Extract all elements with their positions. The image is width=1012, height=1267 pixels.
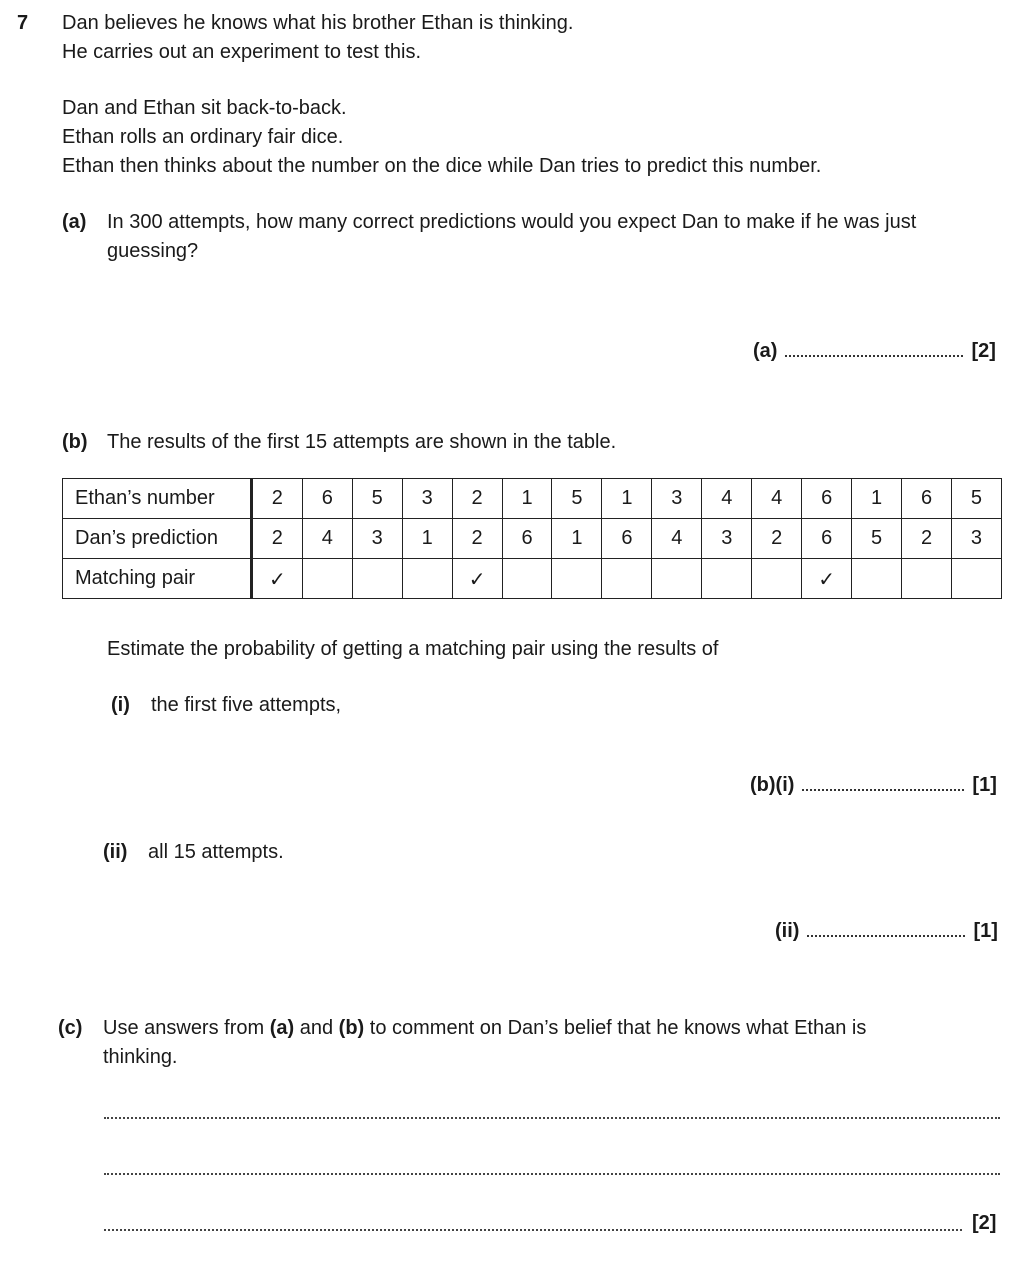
part-c-text-line-2: thinking. (103, 1046, 178, 1068)
row-header: Dan’s prediction (63, 519, 252, 559)
table-cell: 2 (902, 519, 952, 559)
writing-line-1[interactable] (104, 1117, 1000, 1119)
table-cell: 3 (702, 519, 752, 559)
table-cell: 4 (752, 479, 802, 519)
table-cell (302, 559, 352, 599)
table-cell: 1 (852, 479, 902, 519)
table-cell (352, 559, 402, 599)
table-cell: 1 (602, 479, 652, 519)
row-header: Ethan’s number (63, 479, 252, 519)
intro-line-1: Dan believes he knows what his brother Ethan is thinking. (62, 12, 574, 34)
check-icon: ✓ (802, 559, 852, 599)
part-b-ii-answer-label: (ii) (775, 920, 800, 942)
table-cell: 6 (802, 479, 852, 519)
intro-line-2: He carries out an experiment to test this. (62, 41, 422, 63)
table-cell: 2 (251, 519, 302, 559)
intro-line-4: Ethan rolls an ordinary fair dice. (62, 126, 344, 148)
table-cell: 3 (352, 519, 402, 559)
table-cell: 5 (552, 479, 602, 519)
table-cell: 2 (752, 519, 802, 559)
table-row-matching-pair (63, 559, 1002, 599)
estimate-text: Estimate the probability of getting a matching pair using the results of (107, 638, 719, 660)
table-cell (852, 559, 902, 599)
part-c-text-post: to comment on Dan’s belief that he knows what Ethan is (364, 1017, 867, 1039)
sub-i-text: the first five attempts, (151, 694, 342, 716)
table-cell: 1 (502, 479, 552, 519)
part-b-ii-marks: [1] (973, 920, 998, 942)
part-c-marks: [2] (972, 1212, 997, 1234)
part-a-label: (a) (62, 211, 87, 233)
part-b-ii-answer-field[interactable] (807, 921, 965, 937)
writing-line-3[interactable] (104, 1229, 962, 1231)
intro-line-5: Ethan then thinks about the number on the dice while Dan tries to predict this number. (62, 155, 822, 177)
part-b-label: (b) (62, 431, 88, 453)
sub-i-label: (i) (111, 694, 130, 716)
part-c-ref-b: (b) (338, 1017, 365, 1039)
table-cell: 6 (502, 519, 552, 559)
table-cell (602, 559, 652, 599)
part-b-i-answer-label: (b)(i) (750, 774, 795, 796)
table-cell (552, 559, 602, 599)
part-a-marks: [2] (971, 340, 996, 362)
table-cell (702, 559, 752, 599)
part-c-ref-a: (a) (269, 1017, 295, 1039)
part-a-text-line-1: In 300 attempts, how many correct predictions would you expect Dan to make if he was just (107, 211, 917, 233)
table-cell: 3 (652, 479, 702, 519)
part-c-text-line-1 (103, 1017, 866, 1040)
sub-ii-text: all 15 attempts. (148, 841, 284, 863)
sub-ii-label: (ii) (103, 841, 128, 863)
table-cell: 5 (951, 479, 1001, 519)
table-cell (752, 559, 802, 599)
part-c-text-pre: Use answers from (103, 1017, 270, 1039)
part-a-answer-line[interactable] (753, 340, 996, 363)
table-cell: 2 (452, 479, 502, 519)
table-cell: 2 (251, 479, 302, 519)
table-cell (652, 559, 702, 599)
table-cell: 5 (352, 479, 402, 519)
table-cell: 5 (852, 519, 902, 559)
check-icon: ✓ (452, 559, 502, 599)
part-a-text-line-2: guessing? (107, 240, 199, 262)
table-row-dans-prediction (63, 519, 1002, 559)
part-b-text: The results of the first 15 attempts are shown in the table. (107, 431, 617, 453)
table-cell: 6 (902, 479, 952, 519)
table-cell: 2 (452, 519, 502, 559)
part-a-answer-field[interactable] (785, 341, 963, 357)
table-cell: 4 (302, 519, 352, 559)
part-a-answer-label: (a) (753, 340, 778, 362)
table-cell: 4 (652, 519, 702, 559)
table-cell (902, 559, 952, 599)
part-b-i-answer-field[interactable] (802, 775, 964, 791)
table-cell: 6 (302, 479, 352, 519)
part-b-i-answer-line[interactable] (750, 774, 997, 797)
results-table (62, 478, 1002, 599)
row-header: Matching pair (63, 559, 252, 599)
table-cell: 3 (951, 519, 1001, 559)
table-row-ethans-number (63, 479, 1002, 519)
table-cell: 3 (402, 479, 452, 519)
table-cell: 6 (802, 519, 852, 559)
table-cell (402, 559, 452, 599)
part-b-i-marks: [1] (972, 774, 997, 796)
part-b-ii-answer-line[interactable] (775, 920, 998, 943)
part-c-text-mid: and (294, 1017, 339, 1039)
intro-line-3: Dan and Ethan sit back-to-back. (62, 97, 347, 119)
table-cell: 1 (552, 519, 602, 559)
table-cell: 4 (702, 479, 752, 519)
check-icon: ✓ (251, 559, 302, 599)
table-cell: 6 (602, 519, 652, 559)
table-cell (502, 559, 552, 599)
question-number: 7 (17, 12, 29, 34)
writing-line-2[interactable] (104, 1173, 1000, 1175)
table-cell (951, 559, 1001, 599)
table-cell: 1 (402, 519, 452, 559)
part-c-label: (c) (58, 1017, 83, 1039)
